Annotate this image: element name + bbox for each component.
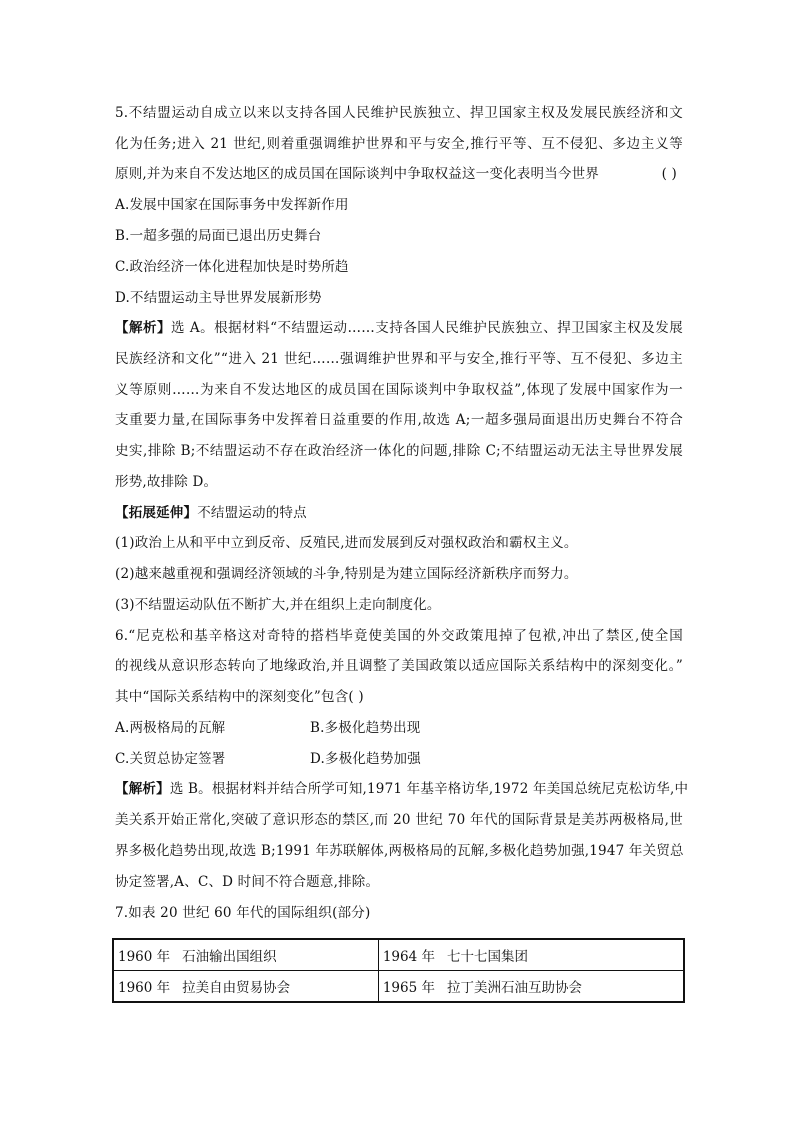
q5-stem-line-2: 化为任务;进入 21 世纪,则着重强调维护世界和平与安全,推行平等、互不侵犯、多边主义等 bbox=[115, 136, 683, 152]
q5-answer-blank: ( ) bbox=[661, 166, 677, 182]
q6-analysis-text-1: 选 B。根据材料并结合所学可知,1971 年基辛格访华,1972 年美国总统尼克松访华,中 bbox=[169, 781, 689, 797]
q5-extension-title: 不结盟运动的特点 bbox=[197, 505, 307, 521]
q5-analysis-tag: 【解析】 bbox=[115, 320, 172, 336]
cell-year: 1960 年 bbox=[118, 980, 171, 996]
q5-extension-heading bbox=[115, 503, 683, 523]
q6-analysis-line-3: 界多极化趋势出现,故选 B;1991 年苏联解体,两极格局的瓦解,多极化趋势加强,1947 年关贸总 bbox=[115, 843, 684, 859]
q5-analysis-text-1: 选 A。根据材料“不结盟运动……支持各国人民维护民族独立、捍卫国家主权及发展 bbox=[171, 320, 683, 336]
international-organizations-table bbox=[112, 938, 685, 1003]
cell-year: 1960 年 bbox=[118, 949, 171, 965]
q5-extension-point-3: (3)不结盟运动队伍不断扩大,并在组织上走向制度化。 bbox=[115, 597, 441, 613]
q6-stem-line-1: 6.“尼克松和基辛格这对奇特的搭档毕竟使美国的外交政策甩掉了包袱,冲出了禁区,使全国 bbox=[115, 628, 683, 644]
q5-stem-text: 原则,并为来自不发达地区的成员国在国际谈判中争取权益这一变化表明当今世界 bbox=[115, 166, 599, 182]
q5-option-d: D.不结盟运动主导世界发展新形势 bbox=[115, 290, 322, 306]
q6-option-d: D.多极化趋势加强 bbox=[310, 751, 421, 767]
q5-analysis-line-4: 支重要力量,在国际事务中发挥着日益重要的作用,故选 A;一超多强局面退出历史舞台不符合 bbox=[115, 412, 683, 428]
q6-analysis-line-2: 美关系开始正常化,突破了意识形态的禁区,而 20 世纪 70 年代的国际背景是美苏两极格局,世 bbox=[115, 812, 683, 828]
q5-extension-point-2: (2)越来越重视和强调经济领域的斗争,特别是为建立国际经济新秩序而努力。 bbox=[115, 566, 578, 582]
q5-extension-point-1: (1)政治上从和平中立到反帝、反殖民,进而发展到反对强权政治和霸权主义。 bbox=[115, 535, 578, 551]
q5-analysis-line-3: 义等原则……为来自不发达地区的成员国在国际谈判中争取权益”,体现了发展中国家作为一 bbox=[115, 382, 683, 398]
cell-organization: 七十七国集团 bbox=[446, 949, 528, 965]
q6-option-c: C.关贸总协定签署 bbox=[115, 751, 226, 767]
table-row bbox=[113, 971, 684, 1003]
q6-options-row-2 bbox=[115, 749, 683, 769]
cell-year: 1964 年 bbox=[382, 949, 435, 965]
q5-extension-tag: 【拓展延伸】 bbox=[115, 505, 198, 521]
q6-option-a: A.两极格局的瓦解 bbox=[115, 720, 226, 736]
q5-option-a: A.发展中国家在国际事务中发挥新作用 bbox=[115, 197, 349, 213]
cell-organization: 拉美自由贸易协会 bbox=[182, 980, 291, 996]
q5-option-b: B.一超多强的局面已退出历史舞台 bbox=[115, 228, 322, 244]
q6-analysis-line-4: 协定签署,A、C、D 时间不符合题意,排除。 bbox=[115, 874, 380, 890]
q6-options-row-1 bbox=[115, 718, 683, 738]
q5-analysis-line-2: 民族经济和文化”“进入 21 世纪……强调维护世界和平与安全,推行平等、互不侵犯、多边主 bbox=[115, 351, 683, 367]
q6-option-b: B.多极化趋势出现 bbox=[310, 720, 421, 736]
q5-analysis-line-6: 形势,故排除 D。 bbox=[115, 474, 218, 490]
q5-stem-line-1: 5.不结盟运动自成立以来以支持各国人民维护民族独立、捍卫国家主权及发展民族经济和文 bbox=[115, 105, 683, 121]
cell-year: 1965 年 bbox=[382, 980, 435, 996]
q5-option-c: C.政治经济一体化进程加快是时势所趋 bbox=[115, 259, 349, 275]
q6-analysis-tag: 【解析】 bbox=[115, 781, 170, 797]
q5-stem-line-3 bbox=[115, 164, 683, 184]
q5-analysis-line-1 bbox=[115, 318, 683, 338]
table-cell bbox=[378, 971, 684, 1003]
table-cell bbox=[113, 971, 378, 1003]
table-cell bbox=[113, 939, 378, 971]
q7-stem: 7.如表 20 世纪 60 年代的国际组织(部分) bbox=[115, 905, 371, 921]
table-cell bbox=[378, 939, 684, 971]
q6-analysis-line-1 bbox=[115, 779, 689, 799]
cell-organization: 拉丁美洲石油互助协会 bbox=[446, 980, 582, 996]
q6-stem-line-3: 其中“国际关系结构中的深刻变化”包含( ) bbox=[115, 689, 364, 705]
table-row bbox=[113, 939, 684, 971]
q5-analysis-line-5: 史实,排除 B;不结盟运动不存在政治经济一体化的问题,排除 C;不结盟运动无法主导世界发展 bbox=[115, 443, 683, 459]
q6-stem-line-2: 的视线从意识形态转向了地缘政治,并且调整了美国政策以适应国际关系结构中的深刻变化。” bbox=[115, 658, 683, 674]
cell-organization: 石油输出国组织 bbox=[182, 949, 277, 965]
